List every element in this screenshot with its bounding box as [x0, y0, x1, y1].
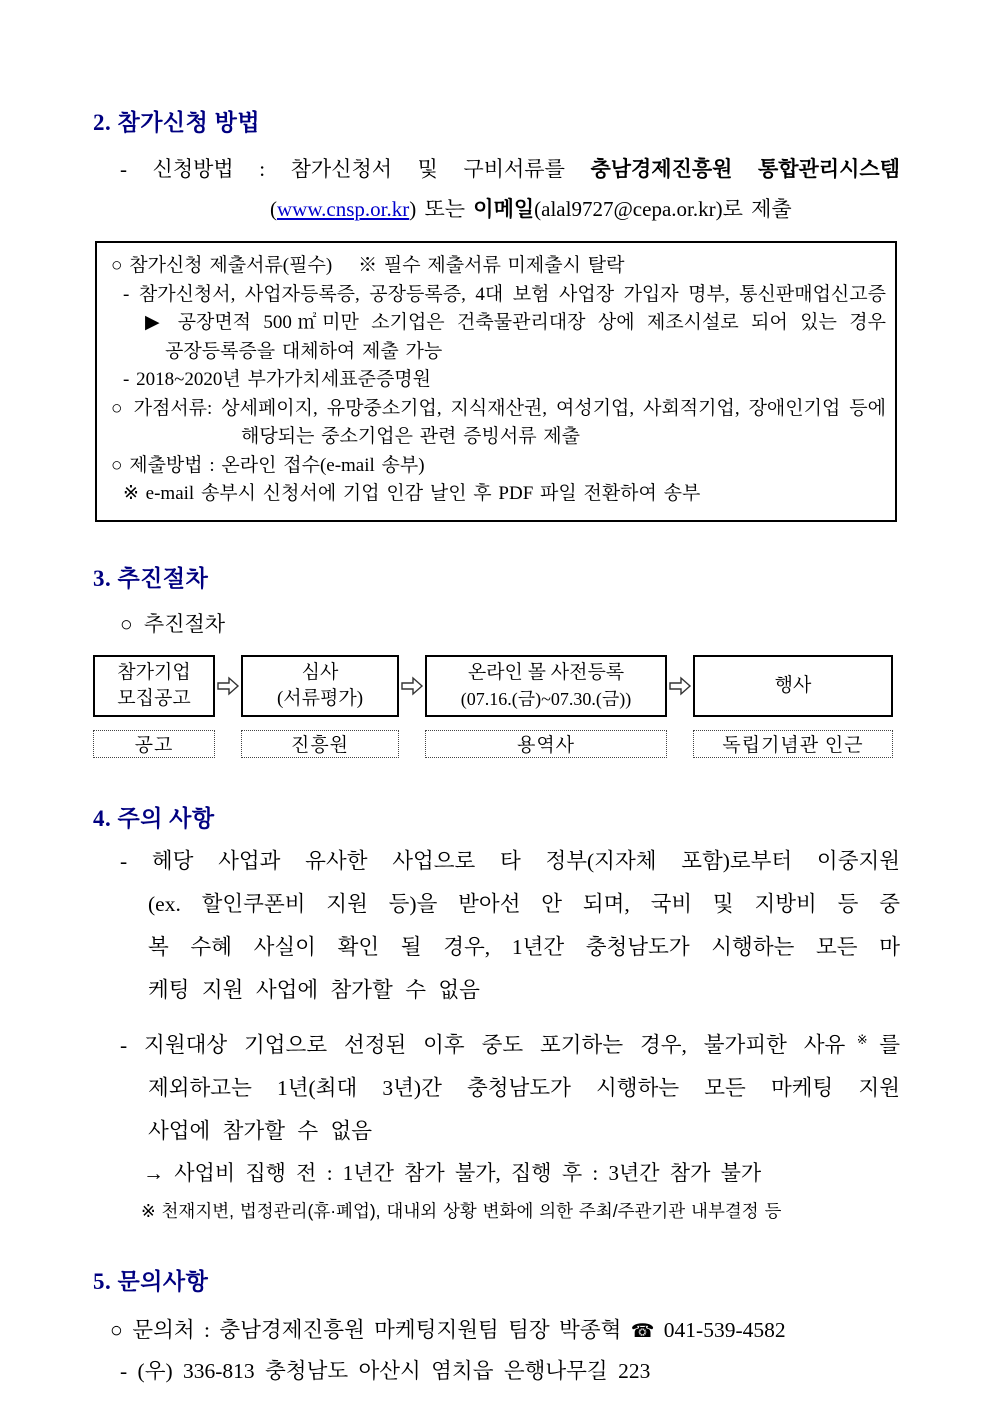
caution2-line1-tail: 를 — [879, 1032, 900, 1057]
address-line: - (우) 336-813 충청남도 아산시 염치읍 은행나무길 223 — [120, 1358, 651, 1383]
flow-step-title: 참가기업 — [117, 661, 191, 683]
caution1-line3: 복 수혜 사실이 확인 될 경우, 1년간 충청남도가 시행하는 모든 마 — [148, 934, 900, 959]
section2-heading: 2. 참가신청 방법 — [93, 110, 261, 135]
contact-phone-number: 041-539-4582 — [654, 1317, 786, 1342]
required-docs-warning: ※ 필수 제출서류 미제출시 탈락 — [358, 255, 625, 276]
website-link[interactable]: www.cnsp.or.kr — [277, 197, 410, 221]
caution-bullet-1 — [93, 840, 900, 1012]
section3-heading: 3. 추진절차 — [93, 565, 209, 591]
caution1-line4: 케팅 지원 사업에 참가할 수 없음 — [148, 977, 480, 1002]
factory-exception-cont-line: 공장등록증을 대체하여 제출 가능 — [165, 340, 443, 362]
vat-doc-line: - 2018~2020년 부가가치세표준증명원 — [123, 369, 432, 390]
caution2-line3: 사업에 참가할 수 없음 — [148, 1118, 373, 1143]
process-flow-diagram — [93, 655, 900, 717]
flow-step-subtitle: (07.16.(금)~07.30.(금)) — [460, 688, 632, 709]
flow-step-event — [693, 655, 893, 717]
flow-step-recruit — [93, 655, 215, 717]
flow-arrow-icon — [215, 655, 241, 717]
caution-bullet-2 — [93, 1018, 900, 1153]
process-sub-line: ○ 추진절차 — [120, 611, 226, 636]
factory-exception-line: ▶ 공장면적 500㎡미만 소기업은 건축물관리대장 상에 제조시설로 되어 있는 경우 — [145, 312, 886, 333]
owner-label-contractor: 용역사 — [425, 730, 667, 758]
submit-mid-text: ) 또는 — [409, 197, 474, 221]
contact-person-text: ○ 문의처 : 충남경제진흥원 마케팅지원팀 팀장 박종혁 — [110, 1317, 631, 1342]
owner-label-venue: 독립기념관 인근 — [693, 730, 893, 758]
flow-step-title: 심사 — [301, 661, 339, 683]
process-owner-row — [93, 730, 900, 758]
owner-label-notice: 공고 — [93, 730, 215, 758]
paren-open: ( — [270, 197, 277, 221]
phone-icon: ☎ — [630, 1319, 655, 1342]
bonus-docs-cont-line: 해당되는 중소기업은 관련 증빙서류 제출 — [241, 426, 581, 447]
caution1-line2: (ex. 할인쿠폰비 지원 등)을 받아선 안 되며, 국비 및 지방비 등 중 — [148, 891, 900, 916]
bonus-docs-line: ○ 가점서류: 상세페이지, 유망중소기업, 지식재산권, 여성기업, 사회적기업, 장애인기업 등에 — [111, 397, 886, 419]
section4-heading: 4. 주의 사항 — [93, 805, 215, 831]
email-label: 이메일 — [473, 197, 535, 221]
email-address-text: (alal9727@cepa.or.kr)로 제출 — [534, 197, 792, 221]
method-system-name: 충남경제진흥원 통합관리시스템 — [590, 157, 900, 181]
section5-heading: 5. 문의사항 — [93, 1268, 209, 1294]
flow-arrow-icon — [667, 655, 693, 717]
submission-notice-box — [95, 241, 897, 522]
caution2-line1-text: - 지원대상 기업으로 선정된 이후 중도 포기하는 경우, 불가피한 사유 — [120, 1032, 846, 1057]
flow-arrow-icon — [399, 655, 425, 717]
submit-method-line: ○ 제출방법 : 온라인 접수(e-mail 송부) — [111, 454, 425, 476]
required-docs-title: ○ 참가신청 제출서류(필수) — [111, 255, 333, 276]
flow-step-title: 행사 — [774, 674, 812, 696]
caution2-line1 — [93, 1018, 900, 1067]
application-method-line — [93, 153, 900, 185]
contact-line — [93, 1310, 900, 1351]
docs-list-line: - 참가신청서, 사업자등록증, 공장등록증, 4대 보험 사업장 가입자 명부, 통신판매업신고증 — [123, 283, 886, 305]
required-docs-line — [109, 252, 886, 281]
owner-label-agency: 진흥원 — [241, 730, 399, 758]
submit-channel-line — [93, 193, 900, 225]
caution2-line2: 제외하고는 1년(최대 3년)간 충청남도가 시행하는 모든 마케팅 지원 — [148, 1075, 900, 1100]
reference-mark: ※ — [845, 1031, 880, 1047]
flow-step-subtitle: 모집공고 — [117, 687, 191, 709]
method-text: - 신청방법 : 참가신청서 및 구비서류를 — [120, 157, 591, 181]
force-majeure-note: ※ 천재지변, 법정관리(휴·폐업), 대내외 상황 변화에 의한 주최/주관기관 내부결정 등 — [141, 1200, 782, 1221]
flow-step-review — [241, 655, 399, 717]
penalty-summary-line: → 사업비 집행 전 : 1년간 참가 불가, 집행 후 : 3년간 참가 불가 — [143, 1160, 762, 1185]
flow-step-subtitle: (서류평가) — [276, 687, 364, 709]
pdf-note-line: ※ e-mail 송부시 신청서에 기업 인감 날인 후 PDF 파일 전환하여 송부 — [123, 483, 701, 504]
flow-step-preregister — [425, 655, 667, 717]
flow-step-title: 온라인 몰 사전등록 — [467, 661, 625, 683]
caution1-line1: - 헤당 사업과 유사한 사업으로 타 정부(지자체 포함)로부터 이중지원 — [120, 848, 900, 873]
